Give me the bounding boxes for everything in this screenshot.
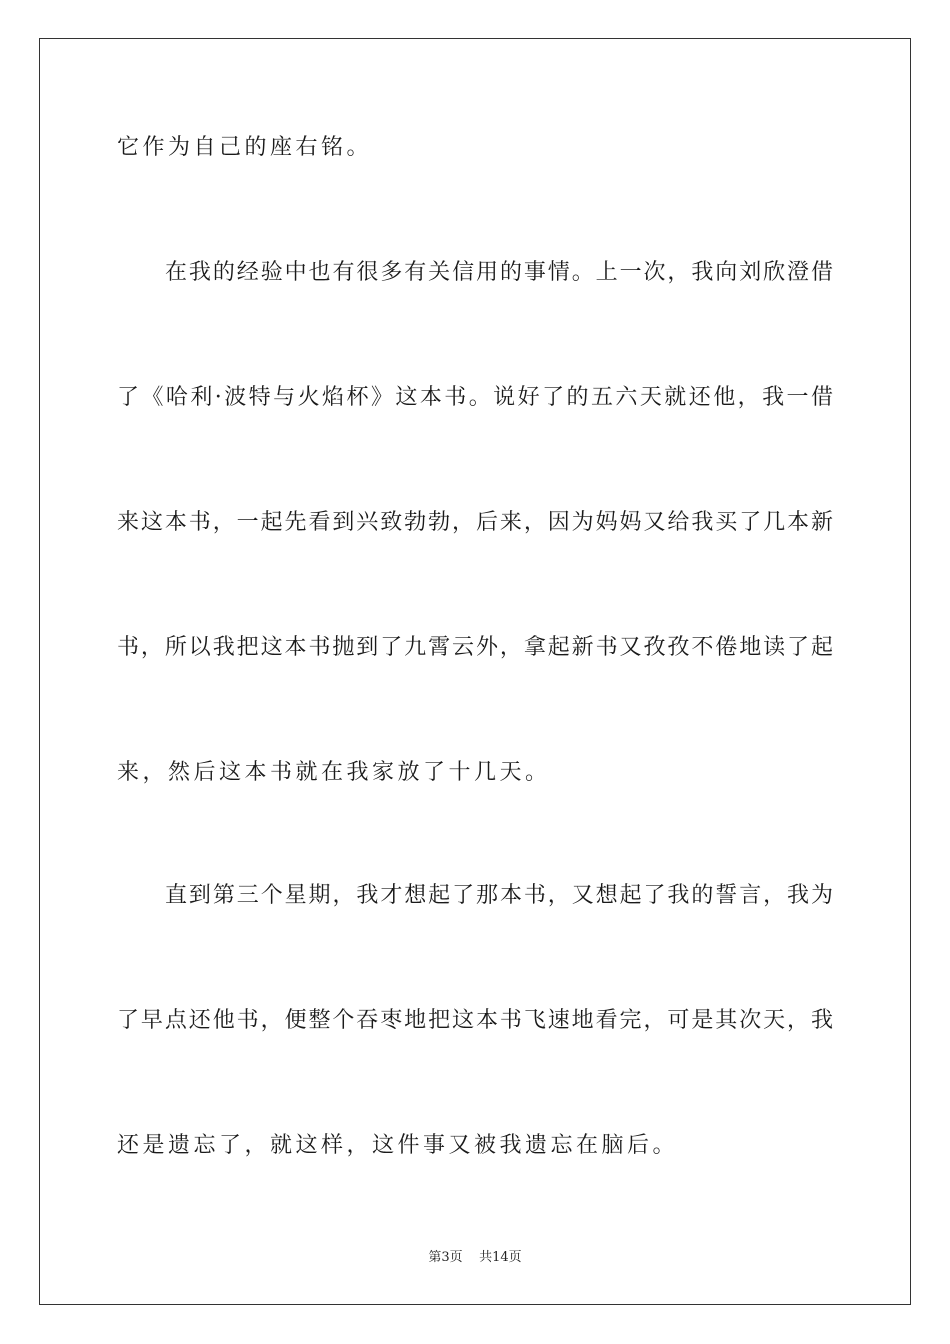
page-footer (0, 1246, 950, 1265)
text-line: 书，所以我把这本书抛到了九霄云外，拿起新书又孜孜不倦地读了起 (117, 635, 833, 660)
text-line: 了早点还他书，便整个吞枣地把这本书飞速地看完，可是其次天，我 (117, 1008, 833, 1033)
text-line: 来这本书，一起先看到兴致勃勃，后来，因为妈妈又给我买了几本新 (117, 510, 833, 535)
page-border (39, 38, 911, 1305)
text-line: 它作为自己的座右铭。 (117, 135, 373, 160)
text-line: 来，然后这本书就在我家放了十几天。 (117, 760, 551, 785)
page-total: 共14页 (479, 1250, 522, 1265)
text-line: 还是遗忘了，就这样，这件事又被我遗忘在脑后。 (117, 1133, 679, 1158)
text-line: 了《哈利·波特与火焰杯》这本书。说好了的五六天就还他，我一借 (117, 385, 833, 410)
text-line: 在我的经验中也有很多有关信用的事情。上一次，我向刘欣澄借 (165, 260, 833, 285)
text-line: 直到第三个星期，我才想起了那本书，又想起了我的誓言，我为 (165, 883, 833, 908)
page-number: 第3页 (428, 1250, 463, 1265)
